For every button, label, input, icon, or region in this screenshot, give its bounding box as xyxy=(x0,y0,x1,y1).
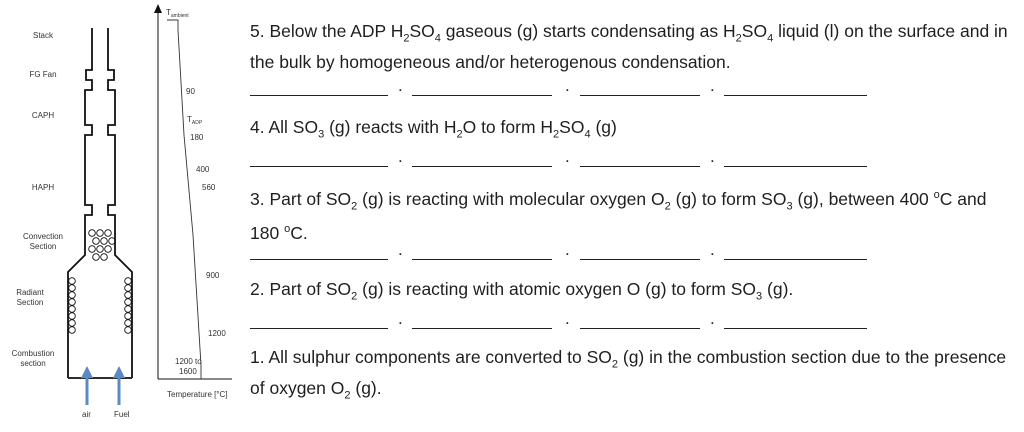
blank-field[interactable] xyxy=(724,77,867,96)
tick-180: 180 xyxy=(190,133,204,142)
blank-separator: . xyxy=(710,147,715,166)
tick-560: 560 xyxy=(202,183,216,192)
convection-label-1: Convection xyxy=(22,232,64,241)
tick-bottom-2: 1600 xyxy=(179,367,197,376)
blank-field[interactable] xyxy=(580,148,700,167)
blank-field[interactable] xyxy=(412,148,552,167)
blank-separator: . xyxy=(710,240,715,259)
fuel-label: Fuel xyxy=(114,410,130,419)
t-adp-label: $T_{ADP}$ xyxy=(187,115,203,126)
blank-separator: . xyxy=(565,240,570,259)
fg-fan-label: FG Fan xyxy=(29,70,57,79)
tick-400: 400 xyxy=(196,165,210,174)
blank-separator: . xyxy=(565,147,570,166)
blank-field[interactable] xyxy=(580,77,700,96)
blank-separator: . xyxy=(565,76,570,95)
step-4-text: 4. All $SO_3$ (g) reacts with $H_2O$ to form $H_2SO_4$ (g) xyxy=(250,117,617,141)
blank-separator: . xyxy=(398,147,403,166)
blank-field[interactable] xyxy=(412,310,552,329)
temperature-profile-line xyxy=(167,20,201,379)
step-5-text: 5. Below the ADP $H_2SO_4$ gaseous (g) starts condensating as $H_2SO_4$ liquid (l) on the surface and in the bulk by homogeneous and/or heterogenous condensation. xyxy=(250,21,1008,72)
combustion-label-2: section xyxy=(20,359,46,368)
t-ambient-label: $T_{ambient}$ xyxy=(166,8,189,19)
blank-separator: . xyxy=(398,309,403,328)
step-4-blanks xyxy=(250,148,890,168)
blank-field[interactable] xyxy=(412,77,552,96)
step-3-blanks xyxy=(250,241,890,261)
radiant-label-1: Radiant xyxy=(16,288,44,297)
radiant-label-2: Section xyxy=(16,298,44,307)
step-3-text: 3. Part of $SO_2$ (g) is reacting with molecular oxygen $O_2$ (g) to form $SO_3$ (g), between 400 $^o$C and 180 $^o$C. xyxy=(250,188,987,244)
blank-separator: . xyxy=(398,76,403,95)
air-label: air xyxy=(82,410,91,419)
fuel-inlet-arrow xyxy=(113,366,125,405)
convection-tubes xyxy=(89,230,116,261)
stack-label: Stack xyxy=(32,31,54,40)
blank-field[interactable] xyxy=(580,310,700,329)
blank-field[interactable] xyxy=(724,241,867,260)
blank-separator: . xyxy=(710,76,715,95)
tick-1200: 1200 xyxy=(208,329,226,338)
blank-separator: . xyxy=(398,240,403,259)
radiant-tubes xyxy=(69,278,132,334)
blank-field[interactable] xyxy=(250,241,388,260)
tick-bottom-1: 1200 to xyxy=(175,357,202,366)
step-2-text: 2. Part of $SO_2$ (g) is reacting with atomic oxygen O (g) to form $SO_3$ (g). xyxy=(250,279,794,303)
temperature-axis xyxy=(154,4,232,379)
tick-90: 90 xyxy=(186,87,195,96)
step-5-blanks xyxy=(250,77,890,97)
combustion-label-1: Combustion xyxy=(11,349,55,358)
blank-field[interactable] xyxy=(250,148,388,167)
duct-left-wall xyxy=(68,28,92,378)
blank-field[interactable] xyxy=(724,310,867,329)
boiler-diagram xyxy=(0,0,245,432)
temperature-axis-label: Temperature [°C] xyxy=(167,390,228,399)
air-inlet-arrow xyxy=(81,366,93,405)
duct-right-wall xyxy=(108,28,132,378)
haph-label: HAPH xyxy=(31,183,55,192)
blank-field[interactable] xyxy=(412,241,552,260)
boiler-outline xyxy=(68,28,132,378)
step-2-blanks xyxy=(250,310,890,330)
convection-label-2: Section xyxy=(29,242,57,251)
blank-separator: . xyxy=(565,309,570,328)
blank-field[interactable] xyxy=(250,310,388,329)
blank-field[interactable] xyxy=(724,148,867,167)
step-1-text: 1. All sulphur components are converted to $SO_2$ (g) in the combustion section due to the presence of oxygen $O_2$ (g). xyxy=(250,347,1007,401)
blank-field[interactable] xyxy=(580,241,700,260)
blank-field[interactable] xyxy=(250,77,388,96)
blank-separator: . xyxy=(710,309,715,328)
tick-900: 900 xyxy=(206,271,220,280)
caph-label: CAPH xyxy=(31,111,55,120)
